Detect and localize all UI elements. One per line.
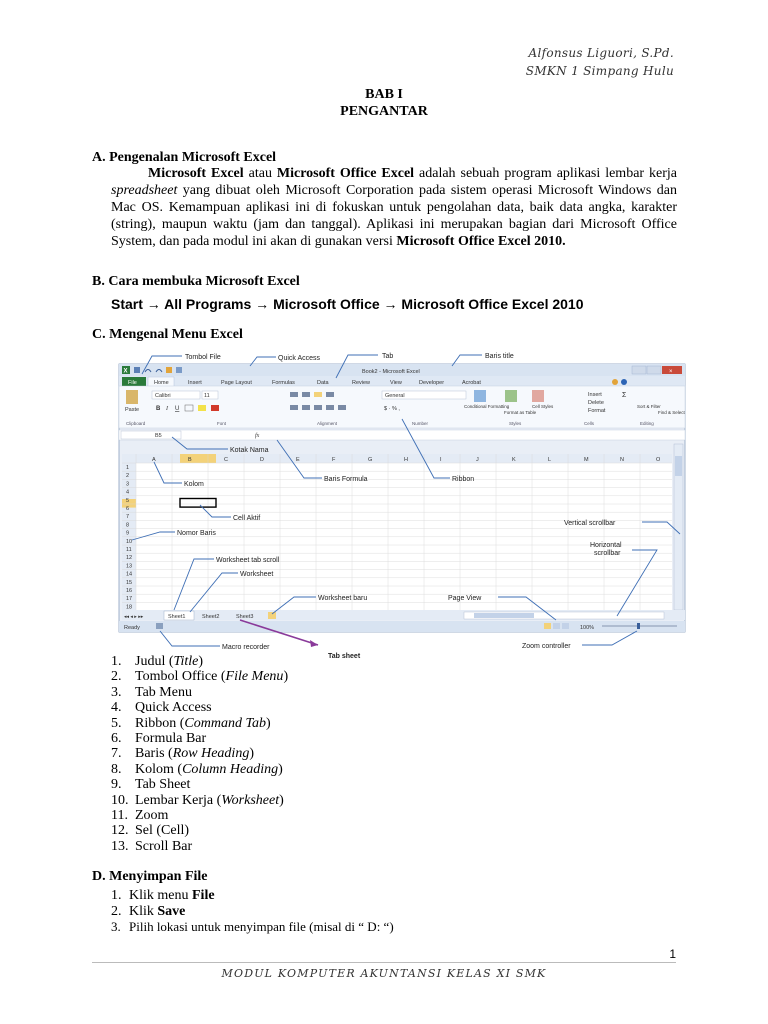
conditional-formatting-icon[interactable]	[474, 390, 486, 402]
section-a-paragraph	[111, 165, 677, 250]
status-bar	[119, 621, 685, 632]
conditional-formatting-label: Conditional Formatting	[464, 404, 510, 409]
save-step	[111, 919, 394, 935]
item-text: Kolom (	[135, 761, 183, 777]
sheet1-label[interactable]: Sheet1	[168, 614, 186, 620]
item-number: 5.	[111, 715, 122, 731]
item-text: Scroll Bar	[135, 838, 193, 854]
section-b-heading: B. Cara membuka Microsoft Excel	[92, 274, 300, 289]
item-number: 2.	[111, 669, 122, 685]
help-icon[interactable]	[621, 379, 627, 385]
group-clipboard: Clipboard	[126, 421, 146, 426]
column-header[interactable]: L	[548, 457, 552, 463]
parts-list-item	[111, 700, 288, 715]
label-nomor-baris: Nomor Baris	[177, 530, 216, 537]
label-baris-title: Baris title	[485, 353, 514, 360]
term-office-excel: Microsoft Office Excel	[276, 166, 415, 181]
label-horizontal-scrollbar-1: Horizontal	[590, 542, 622, 549]
row-header[interactable]: 11	[126, 547, 132, 553]
item-text: Tombol Office (	[135, 669, 226, 685]
item-text: Sel (Cell)	[135, 823, 190, 839]
horizontal-scroll-thumb[interactable]	[474, 613, 534, 618]
item-number: 12.	[111, 823, 129, 839]
name-box-value: B5	[155, 433, 162, 439]
parts-list-item	[111, 731, 288, 746]
font-name: Calibri	[155, 393, 171, 399]
item-italic: File Menu	[225, 669, 284, 685]
chapter-name: PENGANTAR	[340, 104, 428, 119]
parts-list-item	[111, 762, 288, 777]
column-header[interactable]: G	[368, 457, 373, 463]
column-header[interactable]: J	[476, 457, 479, 463]
fill-color-icon[interactable]	[198, 405, 206, 411]
step-bold: Save	[157, 903, 186, 919]
column-header[interactable]: N	[620, 457, 624, 463]
folder-icon[interactable]	[166, 367, 172, 373]
page-number: 1	[669, 947, 676, 961]
row-header[interactable]: 12	[126, 555, 133, 562]
label-tab-sheet: Tab sheet	[328, 653, 361, 660]
new-sheet-icon[interactable]	[268, 612, 276, 619]
column-header[interactable]: B	[188, 457, 192, 463]
column-header[interactable]: D	[260, 457, 264, 463]
tab-review[interactable]: Review	[352, 380, 371, 386]
item-italic: Command Tab	[184, 715, 266, 731]
page-layout-view-icon[interactable]	[553, 623, 560, 629]
group-number: Number	[412, 421, 429, 426]
name-box[interactable]	[121, 431, 181, 439]
window-title: Book2 - Microsoft Excel	[362, 369, 420, 375]
tab-acrobat[interactable]: Acrobat	[462, 380, 481, 386]
paste-icon[interactable]	[126, 390, 138, 404]
label-cell-aktif: Cell Aktif	[233, 515, 261, 522]
font-size: 11	[204, 393, 210, 399]
label-worksheet-baru: Worksheet baru	[318, 595, 368, 602]
item-number: 1.	[111, 654, 122, 669]
item-italic: Worksheet	[221, 792, 280, 808]
bold-icon[interactable]: B	[156, 406, 161, 412]
label-kotak-nama: Kotak Nama	[230, 447, 269, 454]
excel-logo-letter: X	[123, 368, 128, 375]
parts-list	[111, 654, 288, 854]
item-text: Tab Menu	[135, 684, 192, 700]
term-excel-2010: Microsoft Office Excel 2010.	[396, 234, 566, 249]
minimize-ribbon-icon[interactable]	[612, 379, 618, 385]
zoom-slider-thumb[interactable]	[637, 623, 640, 629]
column-header[interactable]: F	[332, 457, 336, 463]
status-ready: Ready	[124, 625, 140, 631]
item-italic: Column Heading	[182, 761, 279, 777]
step-number: 2.	[111, 903, 122, 919]
tab-home[interactable]: Home	[154, 380, 169, 386]
row-header[interactable]: 4	[126, 489, 130, 496]
item-italic: Title	[173, 654, 199, 669]
para-text-3: yang dibuat oleh Microsoft Corporation pada sistem operasi Microsoft Windows dan Mac OS. Kemampuan aplikasi ini di fokuskan untuk pengolahan data, baik data angka, karakter (string), maupun waktu (jam dan tanggal). Aplikasi ini merupakan bagian dari Microsoft Office System, dan pada modul ini akan di gunakan versi	[111, 183, 677, 249]
selected-column-header	[180, 454, 216, 463]
save-icon[interactable]	[134, 367, 140, 373]
label-baris-formula: Baris Formula	[324, 476, 368, 483]
item-end: )	[283, 669, 289, 685]
underline-icon[interactable]: U	[175, 406, 180, 412]
footer-divider	[92, 962, 676, 963]
parts-list-item	[111, 808, 288, 823]
term-spreadsheet: spreadsheet	[111, 183, 178, 198]
row-header[interactable]: 10	[126, 538, 133, 545]
label-horizontal-scrollbar-2: scrollbar	[594, 550, 621, 557]
footer-text: MODUL KOMPUTER AKUNTANSI KELAS XI SMK	[221, 967, 547, 980]
tab-insert[interactable]: Insert	[188, 380, 202, 386]
item-number: 6.	[111, 730, 122, 746]
sheet-nav-arrows[interactable]: ◂◂ ◂ ▸ ▸▸	[124, 614, 144, 620]
school-name: SMKN 1 Simpang Hulu	[525, 64, 674, 78]
item-text: Quick Access	[135, 700, 212, 716]
item-text: Baris (	[135, 746, 173, 762]
item-text: Lembar Kerja (	[135, 792, 222, 808]
item-text: Ribbon (	[135, 715, 185, 731]
parts-list-item	[111, 716, 288, 731]
tab-file[interactable]: File	[128, 380, 137, 386]
chapter-title: BAB I	[365, 87, 403, 102]
sort-filter-button[interactable]: Sort & Filter	[637, 404, 661, 409]
open-steps: Start → All Programs → Microsoft Office → Microsoft Office Excel 2010	[111, 296, 584, 312]
autosum-icon[interactable]: Σ	[622, 392, 627, 399]
number-format: General	[385, 393, 405, 399]
label-tab: Tab	[382, 353, 394, 360]
label-kolom: Kolom	[184, 481, 204, 488]
row-header[interactable]: 16	[126, 588, 133, 594]
sheet2-label[interactable]: Sheet2	[202, 614, 220, 620]
section-d-heading: D. Menyimpan File	[92, 869, 208, 884]
sheet3-label[interactable]: Sheet3	[236, 614, 254, 620]
delete-cells-button[interactable]: Delete	[588, 400, 604, 406]
save-steps	[111, 888, 394, 935]
step-text: Klik menu	[129, 888, 192, 903]
item-end: )	[278, 761, 283, 777]
format-table-label: Format as Table	[504, 410, 537, 415]
section-a-heading: A. Pengenalan Microsoft Excel	[92, 150, 277, 165]
save-step	[111, 904, 394, 920]
row-header[interactable]: 15	[126, 579, 133, 586]
item-text: Zoom	[135, 807, 169, 823]
row-header[interactable]: 2	[126, 473, 130, 480]
item-end: )	[265, 715, 271, 731]
column-header[interactable]: C	[224, 457, 228, 463]
tab-developer[interactable]: Developer	[419, 380, 445, 386]
parts-list-item	[111, 823, 288, 838]
item-number: 11.	[111, 807, 128, 823]
label-worksheet-tab-scroll: Worksheet tab scroll	[216, 557, 280, 564]
row-header[interactable]: 14	[126, 571, 133, 578]
font-color-icon[interactable]	[211, 405, 219, 411]
print-icon[interactable]	[176, 367, 182, 373]
item-number: 4.	[111, 700, 122, 716]
cell-styles-label: Cell Styles	[532, 404, 554, 409]
label-quick-access: Quick Access	[278, 355, 321, 362]
normal-view-icon[interactable]	[544, 623, 551, 629]
italic-icon[interactable]: I	[166, 406, 168, 412]
macro-recorder-icon[interactable]	[156, 623, 163, 629]
column-header[interactable]: O	[656, 457, 661, 463]
column-header[interactable]: A	[152, 457, 156, 463]
row-header[interactable]: 17	[126, 596, 133, 603]
parts-list-item	[111, 793, 288, 808]
para-text-2: adalah sebuah program aplikasi lembar kerja	[414, 166, 678, 181]
minimize-button[interactable]	[632, 366, 646, 374]
item-number: 10.	[111, 792, 129, 808]
column-header[interactable]: H	[404, 457, 408, 463]
maximize-button[interactable]	[647, 366, 661, 374]
close-icon: ×	[669, 369, 673, 375]
column-header[interactable]: I	[440, 457, 442, 463]
vertical-scroll-thumb[interactable]	[675, 456, 682, 476]
step-number: 1.	[111, 888, 122, 903]
insert-cells-button[interactable]: Insert	[588, 392, 602, 398]
author-name: Alfonsus Liguori, S.Pd.	[528, 46, 674, 60]
term-microsoft-excel: Microsoft Excel	[148, 166, 244, 181]
excel-window-diagram	[112, 344, 692, 662]
label-zoom-controller: Zoom controller	[522, 643, 571, 650]
step-number: 3.	[111, 919, 121, 934]
para-text-1: atau	[243, 166, 277, 181]
item-text: Judul (	[135, 654, 174, 669]
group-cells: Cells	[584, 421, 595, 426]
item-number: 3.	[111, 684, 122, 700]
currency-icon[interactable]: $ · % ,	[384, 406, 400, 412]
save-step	[111, 888, 394, 904]
parts-list-item	[111, 685, 288, 700]
row-header[interactable]: 13	[126, 563, 133, 570]
parts-list-item	[111, 777, 288, 792]
formula-bar[interactable]	[119, 430, 685, 440]
format-table-icon[interactable]	[505, 390, 517, 402]
find-select-button[interactable]: Find & Select	[658, 410, 685, 415]
row-header[interactable]: 7	[126, 514, 130, 521]
row-header[interactable]: 8	[126, 522, 130, 529]
item-number: 9.	[111, 777, 122, 793]
label-page-view: Page View	[448, 595, 482, 602]
item-number: 13.	[111, 838, 129, 854]
parts-list-item	[111, 839, 288, 854]
tab-page-layout[interactable]: Page Layout	[221, 380, 252, 386]
label-ribbon: Ribbon	[452, 476, 475, 483]
zoom-level: 100%	[580, 625, 595, 631]
row-header[interactable]: 9	[126, 530, 130, 537]
column-header[interactable]: M	[584, 457, 589, 463]
row-header[interactable]: 6	[126, 506, 130, 512]
page-break-view-icon[interactable]	[562, 623, 569, 629]
tab-formulas[interactable]: Formulas	[272, 380, 295, 386]
parts-list-item	[111, 746, 288, 761]
section-c-heading: C. Mengenal Menu Excel	[92, 327, 243, 342]
item-end: )	[198, 654, 204, 669]
item-text: Tab Sheet	[135, 777, 191, 793]
row-header[interactable]: 18	[126, 604, 133, 611]
step-bold: File	[192, 888, 215, 903]
item-italic: Row Heading	[172, 746, 250, 762]
group-styles: Styles	[509, 421, 522, 426]
row-header[interactable]: 3	[126, 481, 130, 488]
item-text: Formula Bar	[135, 730, 207, 746]
column-header[interactable]: E	[296, 457, 300, 463]
item-number: 7.	[111, 746, 122, 762]
paste-label: Paste	[125, 407, 140, 413]
parts-list-item	[111, 669, 288, 684]
tab-sheet-arrowhead	[310, 640, 318, 647]
parts-list-item	[111, 654, 288, 669]
group-font: Font	[217, 421, 227, 426]
tab-view[interactable]: View	[390, 380, 402, 386]
row-header[interactable]: 5	[126, 497, 130, 504]
label-macro-recorder: Macro recorder	[222, 644, 270, 651]
fx-icon[interactable]: fx	[255, 433, 260, 439]
group-alignment: Alignment	[317, 421, 338, 426]
item-end: )	[249, 746, 254, 762]
item-number: 8.	[111, 761, 122, 777]
group-editing: Editing	[640, 421, 654, 426]
label-tombol-file: Tombol File	[185, 354, 221, 361]
step-text: Pilih lokasi untuk menyimpan file (misal di “ D: “)	[129, 919, 394, 934]
cell-styles-icon[interactable]	[532, 390, 544, 402]
tab-bar	[119, 376, 685, 386]
item-end: )	[279, 792, 284, 808]
row-header[interactable]: 1	[126, 465, 130, 471]
step-text: Klik	[129, 903, 158, 919]
format-cells-button[interactable]: Format	[588, 408, 606, 414]
column-header[interactable]: K	[512, 457, 516, 463]
label-vertical-scrollbar: Vertical scrollbar	[564, 520, 616, 527]
label-worksheet: Worksheet	[240, 571, 274, 578]
tab-data[interactable]: Data	[317, 380, 329, 386]
